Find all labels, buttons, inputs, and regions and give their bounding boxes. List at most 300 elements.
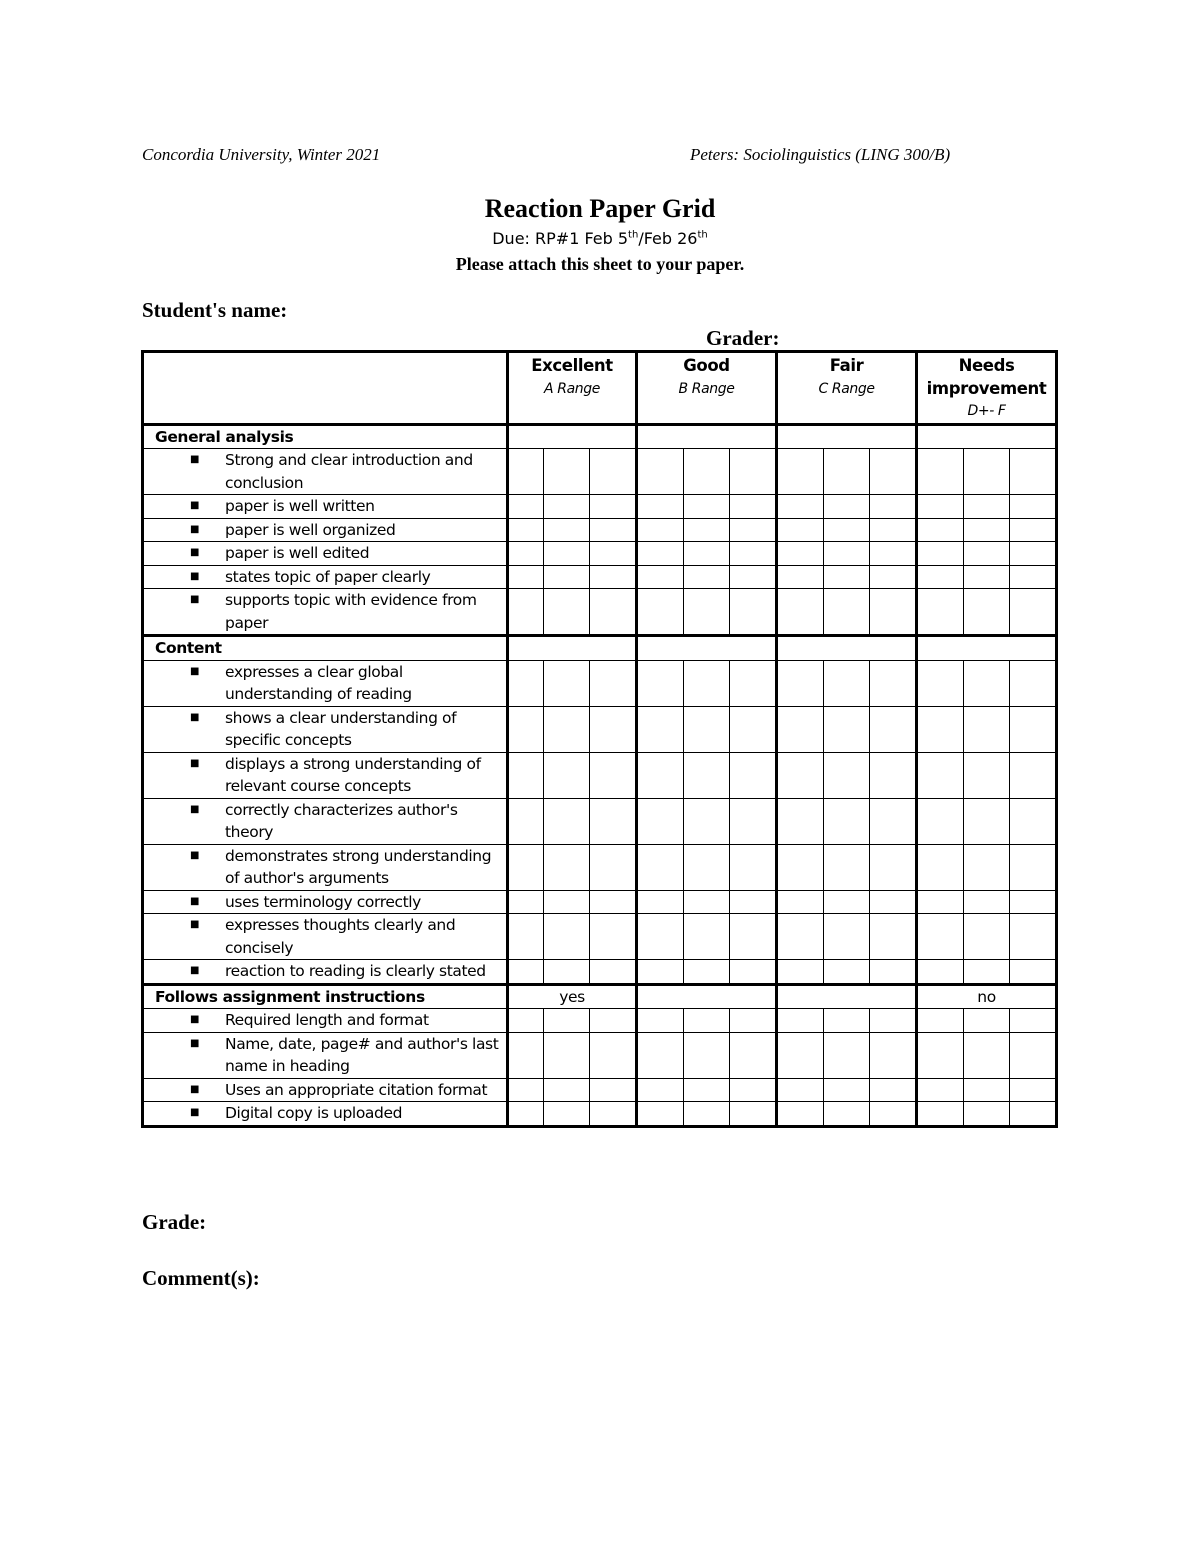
score-cell[interactable] xyxy=(684,844,730,890)
score-cell[interactable] xyxy=(637,798,684,844)
score-cell[interactable] xyxy=(870,518,917,542)
criterion-cell xyxy=(143,960,508,985)
score-cell[interactable] xyxy=(824,1078,870,1102)
due-sup-1: th xyxy=(628,229,639,241)
criterion-cell xyxy=(143,542,508,566)
score-cell[interactable] xyxy=(964,589,1010,636)
score-cell[interactable] xyxy=(508,890,544,914)
score-cell[interactable] xyxy=(870,495,917,519)
score-cell[interactable] xyxy=(917,542,964,566)
bullet-icon: ■ xyxy=(190,1037,200,1049)
score-cell[interactable] xyxy=(964,660,1010,706)
score-cell[interactable] xyxy=(777,589,824,636)
score-cell[interactable] xyxy=(544,914,590,960)
score-cell[interactable] xyxy=(508,1078,544,1102)
criterion-row xyxy=(143,706,1057,752)
score-cell[interactable] xyxy=(964,752,1010,798)
score-cell[interactable] xyxy=(590,1032,637,1078)
score-cell[interactable] xyxy=(777,798,824,844)
score-cell[interactable] xyxy=(870,1102,917,1127)
score-cell[interactable] xyxy=(637,1009,684,1033)
score-cell[interactable] xyxy=(544,589,590,636)
section-row xyxy=(143,984,1057,1009)
score-cell[interactable] xyxy=(730,1102,777,1127)
score-cell[interactable] xyxy=(917,752,964,798)
score-cell[interactable] xyxy=(637,844,684,890)
score-cell[interactable] xyxy=(730,449,777,495)
criterion-cell xyxy=(143,449,508,495)
score-cell[interactable] xyxy=(824,1102,870,1127)
score-cell[interactable] xyxy=(870,565,917,589)
score-cell[interactable] xyxy=(637,565,684,589)
score-cell[interactable] xyxy=(777,518,824,542)
section-title: General analysis xyxy=(143,424,508,449)
score-cell[interactable] xyxy=(777,1078,824,1102)
criterion-label: paper is well edited xyxy=(225,544,370,562)
score-cell[interactable] xyxy=(508,542,544,566)
bullet-icon: ■ xyxy=(190,1083,200,1095)
score-cell[interactable] xyxy=(1010,798,1057,844)
score-cell[interactable] xyxy=(508,1102,544,1127)
score-cell[interactable] xyxy=(777,565,824,589)
criterion-row xyxy=(143,495,1057,519)
score-cell[interactable] xyxy=(917,589,964,636)
score-cell[interactable] xyxy=(544,1078,590,1102)
score-cell[interactable] xyxy=(917,1102,964,1127)
category-name: Good xyxy=(683,356,730,375)
score-cell[interactable] xyxy=(777,660,824,706)
score-cell[interactable] xyxy=(508,1032,544,1078)
score-cell[interactable] xyxy=(964,542,1010,566)
score-cell[interactable] xyxy=(870,914,917,960)
score-cell[interactable] xyxy=(824,542,870,566)
category-excellent xyxy=(508,352,637,425)
score-cell[interactable] xyxy=(777,960,824,985)
grade-group-cell xyxy=(917,424,1057,449)
score-cell[interactable] xyxy=(730,1078,777,1102)
section-row xyxy=(143,424,1057,449)
score-cell[interactable] xyxy=(870,844,917,890)
score-cell[interactable] xyxy=(730,914,777,960)
score-cell[interactable] xyxy=(508,518,544,542)
score-cell[interactable] xyxy=(964,1102,1010,1127)
score-cell[interactable] xyxy=(964,914,1010,960)
score-cell[interactable] xyxy=(637,518,684,542)
score-cell[interactable] xyxy=(777,752,824,798)
score-cell[interactable] xyxy=(870,589,917,636)
score-cell[interactable] xyxy=(870,960,917,985)
score-cell[interactable] xyxy=(964,1032,1010,1078)
score-cell[interactable] xyxy=(917,495,964,519)
grade-group-cell xyxy=(637,636,777,661)
score-cell[interactable] xyxy=(777,844,824,890)
criterion-cell xyxy=(143,660,508,706)
score-cell[interactable] xyxy=(684,660,730,706)
score-cell[interactable] xyxy=(730,589,777,636)
score-cell[interactable] xyxy=(730,542,777,566)
no-label: no xyxy=(917,984,1057,1009)
score-cell[interactable] xyxy=(730,1032,777,1078)
grid-corner-cell xyxy=(143,352,508,425)
score-cell[interactable] xyxy=(684,589,730,636)
score-cell[interactable] xyxy=(544,449,590,495)
criterion-cell xyxy=(143,495,508,519)
due-mid: /Feb 26 xyxy=(638,229,698,248)
score-cell[interactable] xyxy=(824,890,870,914)
score-cell[interactable] xyxy=(637,589,684,636)
score-cell[interactable] xyxy=(730,518,777,542)
score-cell[interactable] xyxy=(730,565,777,589)
score-cell[interactable] xyxy=(824,1032,870,1078)
category-range: A Range xyxy=(544,380,600,397)
criterion-row xyxy=(143,1032,1057,1078)
score-cell[interactable] xyxy=(777,914,824,960)
score-cell[interactable] xyxy=(964,449,1010,495)
grade-group-cell xyxy=(637,424,777,449)
score-cell[interactable] xyxy=(964,706,1010,752)
score-cell[interactable] xyxy=(917,449,964,495)
score-cell[interactable] xyxy=(637,914,684,960)
score-cell[interactable] xyxy=(824,1009,870,1033)
score-cell[interactable] xyxy=(730,706,777,752)
bullet-icon: ■ xyxy=(190,1107,200,1118)
score-cell[interactable] xyxy=(684,1009,730,1033)
score-cell[interactable] xyxy=(684,914,730,960)
score-cell[interactable] xyxy=(917,1078,964,1102)
score-cell[interactable] xyxy=(684,1032,730,1078)
score-cell[interactable] xyxy=(964,495,1010,519)
score-cell[interactable] xyxy=(684,542,730,566)
bullet-icon: ■ xyxy=(190,757,200,769)
score-cell[interactable] xyxy=(777,1032,824,1078)
category-needs-improvement xyxy=(917,352,1057,425)
bullet-icon: ■ xyxy=(190,711,200,723)
score-cell[interactable] xyxy=(590,542,637,566)
score-cell[interactable] xyxy=(637,542,684,566)
score-cell[interactable] xyxy=(590,660,637,706)
score-cell[interactable] xyxy=(824,752,870,798)
score-cell[interactable] xyxy=(917,1009,964,1033)
score-cell[interactable] xyxy=(508,798,544,844)
grade-label: Grade: xyxy=(142,1210,207,1234)
score-cell[interactable] xyxy=(508,1009,544,1033)
score-cell[interactable] xyxy=(917,1032,964,1078)
score-cell[interactable] xyxy=(590,1009,637,1033)
score-cell[interactable] xyxy=(590,495,637,519)
score-cell[interactable] xyxy=(637,1032,684,1078)
category-range: C Range xyxy=(818,380,875,397)
score-cell[interactable] xyxy=(590,798,637,844)
score-cell[interactable] xyxy=(964,1078,1010,1102)
score-cell[interactable] xyxy=(964,890,1010,914)
criterion-label: Required length and format xyxy=(225,1011,429,1029)
bullet-icon: ■ xyxy=(190,594,200,605)
score-cell[interactable] xyxy=(1010,518,1057,542)
score-cell[interactable] xyxy=(1010,660,1057,706)
bullet-icon: ■ xyxy=(190,665,200,677)
criterion-row xyxy=(143,518,1057,542)
score-cell[interactable] xyxy=(870,1009,917,1033)
score-cell[interactable] xyxy=(870,1078,917,1102)
score-cell[interactable] xyxy=(684,890,730,914)
score-cell[interactable] xyxy=(730,752,777,798)
score-cell[interactable] xyxy=(684,960,730,985)
score-cell[interactable] xyxy=(590,890,637,914)
score-cell[interactable] xyxy=(730,960,777,985)
grade-group-cell xyxy=(917,636,1057,661)
score-cell[interactable] xyxy=(964,565,1010,589)
score-cell[interactable] xyxy=(777,542,824,566)
page-title: Reaction Paper Grid xyxy=(484,194,716,223)
criterion-row xyxy=(143,752,1057,798)
criterion-cell xyxy=(143,589,508,636)
score-cell[interactable] xyxy=(870,706,917,752)
score-cell[interactable] xyxy=(824,798,870,844)
score-cell[interactable] xyxy=(590,1102,637,1127)
bullet-icon: ■ xyxy=(190,523,200,535)
score-cell[interactable] xyxy=(684,495,730,519)
category-range: D+- F xyxy=(967,403,1006,419)
header-course-term: Concordia University, Winter 2021 xyxy=(142,145,381,164)
student-name-label: Student's name: xyxy=(142,298,288,322)
score-cell[interactable] xyxy=(544,660,590,706)
score-cell[interactable] xyxy=(590,706,637,752)
score-cell[interactable] xyxy=(684,1102,730,1127)
grade-group-cell xyxy=(508,636,637,661)
score-cell[interactable] xyxy=(777,706,824,752)
score-cell[interactable] xyxy=(917,518,964,542)
score-cell[interactable] xyxy=(917,706,964,752)
criterion-row xyxy=(143,589,1057,636)
score-cell[interactable] xyxy=(917,565,964,589)
score-cell[interactable] xyxy=(824,914,870,960)
score-cell[interactable] xyxy=(508,449,544,495)
score-cell[interactable] xyxy=(544,495,590,519)
score-cell[interactable] xyxy=(637,660,684,706)
score-cell[interactable] xyxy=(544,1102,590,1127)
bullet-icon: ■ xyxy=(190,500,200,511)
score-cell[interactable] xyxy=(544,706,590,752)
score-cell[interactable] xyxy=(590,844,637,890)
criterion-cell xyxy=(143,890,508,914)
score-cell[interactable] xyxy=(544,960,590,985)
score-cell[interactable] xyxy=(544,1009,590,1033)
score-cell[interactable] xyxy=(870,890,917,914)
criterion-label: uses terminology correctly xyxy=(225,892,421,911)
score-cell[interactable] xyxy=(544,565,590,589)
score-cell[interactable] xyxy=(590,1078,637,1102)
score-cell[interactable] xyxy=(1010,890,1057,914)
score-cell[interactable] xyxy=(870,752,917,798)
score-cell[interactable] xyxy=(637,960,684,985)
bullet-icon: ■ xyxy=(190,547,200,558)
criterion-label: expresses thoughts clearly and concisely xyxy=(225,916,456,957)
criterion-row xyxy=(143,960,1057,985)
score-cell[interactable] xyxy=(1010,844,1057,890)
score-cell[interactable] xyxy=(684,752,730,798)
score-cell[interactable] xyxy=(544,542,590,566)
score-cell[interactable] xyxy=(824,706,870,752)
score-cell[interactable] xyxy=(824,449,870,495)
score-cell[interactable] xyxy=(544,518,590,542)
score-cell[interactable] xyxy=(684,565,730,589)
score-cell[interactable] xyxy=(964,798,1010,844)
header-course-title: Peters: Sociolinguistics (LING 300/B) xyxy=(690,145,951,164)
criterion-label: states topic of paper clearly xyxy=(225,567,431,586)
score-cell[interactable] xyxy=(1010,542,1057,566)
criterion-row xyxy=(143,565,1057,589)
grading-grid xyxy=(141,350,1058,1128)
category-name: Fair xyxy=(829,356,864,375)
score-cell[interactable] xyxy=(544,1032,590,1078)
category-good xyxy=(637,352,777,425)
score-cell[interactable] xyxy=(917,798,964,844)
score-cell[interactable] xyxy=(777,890,824,914)
score-cell[interactable] xyxy=(590,565,637,589)
score-cell[interactable] xyxy=(544,752,590,798)
score-cell[interactable] xyxy=(508,589,544,636)
criterion-label: shows a clear understanding of specific concepts xyxy=(225,708,457,749)
score-cell[interactable] xyxy=(730,890,777,914)
score-cell[interactable] xyxy=(730,495,777,519)
grade-group-cell xyxy=(777,984,917,1009)
score-cell[interactable] xyxy=(964,844,1010,890)
score-cell[interactable] xyxy=(917,844,964,890)
score-cell[interactable] xyxy=(917,914,964,960)
criterion-label: paper is well written xyxy=(225,497,375,515)
score-cell[interactable] xyxy=(777,449,824,495)
score-cell[interactable] xyxy=(684,1078,730,1102)
score-cell[interactable] xyxy=(777,1102,824,1127)
score-cell[interactable] xyxy=(637,890,684,914)
score-cell[interactable] xyxy=(824,960,870,985)
score-cell[interactable] xyxy=(508,706,544,752)
score-cell[interactable] xyxy=(590,449,637,495)
score-cell[interactable] xyxy=(1010,1009,1057,1033)
criterion-row xyxy=(143,1009,1057,1033)
score-cell[interactable] xyxy=(964,1009,1010,1033)
score-cell[interactable] xyxy=(777,1009,824,1033)
score-cell[interactable] xyxy=(684,449,730,495)
due-sup-2: th xyxy=(697,229,708,241)
score-cell[interactable] xyxy=(637,449,684,495)
score-cell[interactable] xyxy=(870,449,917,495)
score-cell[interactable] xyxy=(637,752,684,798)
score-cell[interactable] xyxy=(684,706,730,752)
score-cell[interactable] xyxy=(684,798,730,844)
criterion-row xyxy=(143,542,1057,566)
score-cell[interactable] xyxy=(508,914,544,960)
score-cell[interactable] xyxy=(730,798,777,844)
yes-label: yes xyxy=(508,984,637,1009)
score-cell[interactable] xyxy=(684,518,730,542)
score-cell[interactable] xyxy=(917,890,964,914)
criterion-cell xyxy=(143,565,508,589)
score-cell[interactable] xyxy=(730,844,777,890)
score-cell[interactable] xyxy=(730,1009,777,1033)
criterion-cell xyxy=(143,1009,508,1033)
score-cell[interactable] xyxy=(1010,1102,1057,1127)
score-cell[interactable] xyxy=(637,495,684,519)
score-cell[interactable] xyxy=(1010,914,1057,960)
criterion-label: Name, date, page# and author's last name in heading xyxy=(225,1034,499,1075)
score-cell[interactable] xyxy=(824,660,870,706)
score-cell[interactable] xyxy=(1010,495,1057,519)
score-cell[interactable] xyxy=(824,495,870,519)
score-cell[interactable] xyxy=(777,495,824,519)
criterion-cell xyxy=(143,706,508,752)
score-cell[interactable] xyxy=(1010,589,1057,636)
score-cell[interactable] xyxy=(917,660,964,706)
score-cell[interactable] xyxy=(870,1032,917,1078)
category-name: Excellent xyxy=(531,356,613,375)
score-cell[interactable] xyxy=(1010,565,1057,589)
criterion-label: displays a strong understanding of relevant course concepts xyxy=(225,754,481,795)
score-cell[interactable] xyxy=(544,844,590,890)
score-cell[interactable] xyxy=(824,844,870,890)
category-name: Needs improvement xyxy=(926,356,1047,398)
bullet-icon: ■ xyxy=(190,849,200,861)
score-cell[interactable] xyxy=(637,1102,684,1127)
criterion-row xyxy=(143,914,1057,960)
score-cell[interactable] xyxy=(824,565,870,589)
score-cell[interactable] xyxy=(544,890,590,914)
score-cell[interactable] xyxy=(1010,449,1057,495)
score-cell[interactable] xyxy=(1010,960,1057,985)
bullet-icon: ■ xyxy=(190,570,200,582)
grade-group-cell xyxy=(777,636,917,661)
score-cell[interactable] xyxy=(508,844,544,890)
score-cell[interactable] xyxy=(590,914,637,960)
score-cell[interactable] xyxy=(964,518,1010,542)
score-cell[interactable] xyxy=(544,798,590,844)
score-cell[interactable] xyxy=(824,589,870,636)
score-cell[interactable] xyxy=(1010,1078,1057,1102)
score-cell[interactable] xyxy=(637,1078,684,1102)
criterion-label: demonstrates strong understanding of author's arguments xyxy=(225,846,492,887)
score-cell[interactable] xyxy=(590,589,637,636)
score-cell[interactable] xyxy=(508,752,544,798)
criterion-row xyxy=(143,890,1057,914)
score-cell[interactable] xyxy=(917,960,964,985)
score-cell[interactable] xyxy=(590,960,637,985)
comments-label: Comment(s): xyxy=(142,1266,260,1290)
score-cell[interactable] xyxy=(964,960,1010,985)
score-cell[interactable] xyxy=(730,660,777,706)
category-fair xyxy=(777,352,917,425)
score-cell[interactable] xyxy=(824,518,870,542)
score-cell[interactable] xyxy=(508,495,544,519)
score-cell[interactable] xyxy=(637,706,684,752)
criterion-row xyxy=(143,660,1057,706)
score-cell[interactable] xyxy=(508,960,544,985)
score-cell[interactable] xyxy=(870,798,917,844)
score-cell[interactable] xyxy=(870,660,917,706)
score-cell[interactable] xyxy=(1010,1032,1057,1078)
score-cell[interactable] xyxy=(508,565,544,589)
score-cell[interactable] xyxy=(508,660,544,706)
score-cell[interactable] xyxy=(590,752,637,798)
score-cell[interactable] xyxy=(1010,752,1057,798)
criterion-label: Strong and clear introduction and conclusion xyxy=(225,451,473,492)
score-cell[interactable] xyxy=(1010,706,1057,752)
score-cell[interactable] xyxy=(870,542,917,566)
grade-group-cell xyxy=(508,424,637,449)
grade-group-cell xyxy=(637,984,777,1009)
section-title: Follows assignment instructions xyxy=(143,984,508,1009)
criterion-cell xyxy=(143,798,508,844)
score-cell[interactable] xyxy=(590,518,637,542)
